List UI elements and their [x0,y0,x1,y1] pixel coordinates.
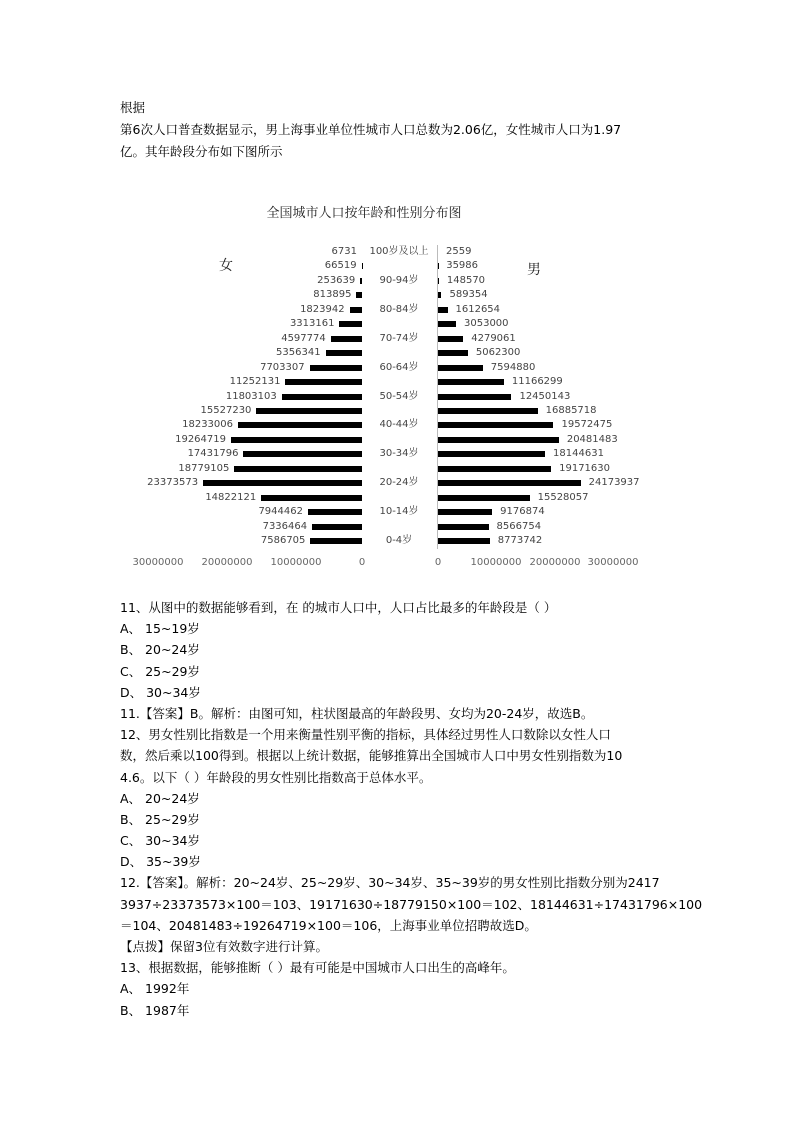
female-value-label: 1823942 [300,303,345,315]
male-bar [438,524,489,530]
female-value-label: 7586705 [260,535,306,546]
female-value-label: 23373573 [147,477,199,489]
right-tick-label: 30000000 [587,557,639,568]
male-value-label: 16885718 [545,404,597,416]
female-value-label: 7703307 [260,361,305,373]
question-line: 【点拨】保留3位有效数字进行计算。 [120,939,328,954]
female-value-label: 18779105 [178,462,230,474]
male-value-label: 15528057 [537,491,589,503]
female-value-label: 17431796 [187,448,239,460]
left-tick-label: 10000000 [270,557,322,568]
male-value-label: 8566754 [496,520,542,532]
legend-male: 男 [527,262,541,278]
female-bar [308,509,362,515]
left-tick-label: 30000000 [132,557,184,568]
male-bar [438,321,456,327]
question-line: 11、从图中的数据能够看到，在 的城市人口中，人口占比最多的年龄段是（ ） [120,600,557,615]
question-line: 12、男女性别比指数是一个用来衡量性别平衡的指标，具体经过男性人口数除以女性人口 [120,727,611,743]
question-line: B、 20~24岁 [120,642,200,658]
male-bar [438,509,492,515]
question-line: A、 20~24岁 [120,790,200,806]
male-value-label: 18144631 [553,448,604,460]
age-label: 50-54岁 [379,390,419,402]
male-bar [438,350,468,356]
intro-line: 第6次人口普查数据显示，男上海事业单位性城市人口总数为2.06亿，女性城市人口为1.97 [120,122,622,137]
female-value-label: 7336464 [262,520,308,532]
question-line: C、 30~34岁 [120,833,200,849]
male-value-label: 11166299 [511,376,563,388]
male-bar [438,379,504,385]
male-value-label: 148570 [446,274,486,286]
female-value-label: 5356341 [276,347,321,359]
right-tick-label: 0 [434,557,442,568]
female-value-label: 14822121 [205,491,257,503]
male-value-label: 7594880 [490,361,536,373]
male-bar [438,408,538,414]
female-value-label: 4597774 [281,332,326,344]
age-label: 30-34岁 [379,448,419,460]
female-bar [285,379,362,385]
male-bar [438,365,483,371]
female-bar [310,365,362,371]
male-value-label: 19572475 [561,419,613,431]
male-value-label: 2559 [446,246,472,257]
age-label: 40-44岁 [379,419,419,431]
right-tick-label: 10000000 [470,557,522,568]
female-value-label: 66519 [324,260,357,272]
male-value-label: 3053000 [464,318,509,330]
male-bar [438,451,545,457]
question-line: 4.6。以下（ ）年龄段的男女性别比指数高于总体水平。 [120,769,432,785]
intro-line: 亿。其年龄段分布如下图所示 [120,144,283,159]
age-label: 60-64岁 [379,361,419,373]
female-value-label: 813895 [313,289,352,301]
left-tick-label: 0 [358,557,366,568]
question-line: ＝104、20481483÷19264719×100＝106，上海事业单位招聘故选D。 [120,917,537,933]
age-label: 10-14岁 [379,506,419,518]
female-value-label: 11252131 [229,376,281,388]
question-line: C、 25~29岁 [120,663,200,679]
male-bar [438,307,448,313]
female-value-label: 15527230 [200,404,252,416]
question-line: 3937÷23373573×100＝103、19171630÷18779150×100＝102、18144631÷17431796×100 [120,896,703,912]
age-label: 70-74岁 [379,332,419,344]
female-value-label: 7944462 [258,506,303,518]
question-line: 数，然后乘以100得到。根据以上统计数据，能够推算出全国城市人口中男女性别指数为10 [120,748,623,764]
female-bar [312,524,362,530]
female-bar [282,394,362,400]
female-bar [356,292,362,298]
female-value-label: 11803103 [225,390,277,402]
male-value-label: 4279061 [471,332,516,344]
male-bar [438,394,511,400]
male-bar [438,495,530,501]
male-value-label: 35986 [446,260,479,272]
female-bar [256,408,362,414]
question-line: 11.【答案】B。解析：由图可知，柱状图最高的年龄段男、女均为20-24岁，故选B。 [120,705,594,721]
female-bar [261,495,362,501]
chart-title: 全国城市人口按年龄和性别分布图 [266,206,462,221]
question-line: B、 1987年 [120,1002,190,1018]
male-value-label: 20481483 [566,433,618,445]
question-text [120,597,702,1021]
question-line: 12.【答案】。解析：20~24岁、25~29岁、30~34岁、35~39岁的男女性别比指数分别为2417 [120,875,660,891]
female-bar [231,437,362,443]
question-line: D、 30~34岁 [120,684,201,700]
question-line: A、 15~19岁 [120,621,200,637]
legend-female: 女 [219,258,233,274]
age-label: 80-84岁 [379,303,419,315]
age-label: 90-94岁 [379,274,419,286]
female-bar [339,321,362,327]
male-bar [438,422,553,428]
male-value-label: 8773742 [497,535,543,546]
female-bar [234,466,362,472]
female-value-label: 3313161 [289,318,335,330]
female-bar [203,480,362,486]
male-value-label: 589354 [449,289,488,301]
female-value-label: 253639 [317,274,356,286]
age-label: 100岁及以上 [369,246,429,257]
female-bar [310,538,362,544]
male-value-label: 5062300 [475,347,521,359]
male-bar [438,336,463,342]
question-line: D、 35~39岁 [120,854,201,870]
right-tick-label: 20000000 [529,557,581,568]
male-bar [438,538,490,544]
male-bar [438,466,551,472]
female-value-label: 19264719 [175,433,226,445]
question-line: 13、根据数据，能够推断（ ）最有可能是中国城市人口出生的高峰年。 [120,960,515,976]
male-bar [438,278,439,284]
female-bar [243,451,362,457]
female-value-label: 18233006 [182,419,234,431]
male-bar [438,480,581,486]
female-bar [238,422,362,428]
female-value-label: 6731 [331,246,357,257]
male-value-label: 19171630 [559,462,611,474]
male-bar [438,292,441,298]
question-line: B、 25~29岁 [120,811,200,827]
question-line: A、 1992年 [120,981,190,997]
male-value-label: 1612654 [455,303,501,315]
male-bar [438,437,559,443]
intro-line: 根据 [120,100,146,115]
age-label: 20-24岁 [379,477,419,489]
male-value-label: 12450143 [519,390,571,402]
male-value-label: 9176874 [500,506,545,518]
left-tick-label: 20000000 [201,557,253,568]
age-label: 0-4岁 [385,535,413,546]
female-bar [326,350,362,356]
male-value-label: 24173937 [588,477,640,489]
